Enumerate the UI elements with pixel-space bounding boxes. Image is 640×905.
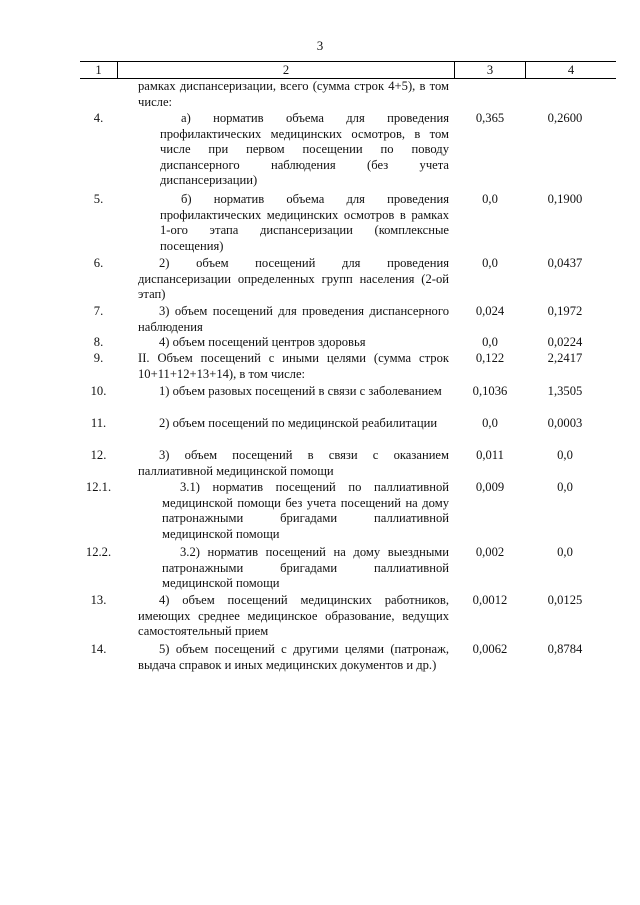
row-number: 12.1. <box>85 480 112 494</box>
row-number: 4. <box>93 111 104 125</box>
row-value-col3: 0,0 <box>482 256 498 270</box>
row-value-col3: 0,0 <box>482 416 498 430</box>
row-value-col3: 0,365 <box>475 111 505 125</box>
row-value-col3: 0,002 <box>475 545 505 559</box>
row-value-col3: 0,122 <box>475 351 505 365</box>
row-value-col4: 0,0003 <box>547 416 583 430</box>
row-value-col3: 0,0062 <box>472 642 508 656</box>
row-description: рамках диспансеризации, всего (сумма строк 4+5), в том числе: <box>138 79 449 109</box>
row-number: 12.2. <box>85 545 112 559</box>
row-description: 2) объем посещений для проведения диспансеризации определенных групп населения (2-ой этап) <box>138 256 449 302</box>
row-value-col4: 0,1900 <box>547 192 583 206</box>
row-value-col3: 0,011 <box>476 448 504 462</box>
row-description: б) норматив объема для проведения профилактических медицинских осмотров в рамках 1-ого этапа диспансеризации (комплексные посещения) <box>160 192 449 253</box>
row-value-col3: 0,1036 <box>472 384 508 398</box>
row-value-col4: 0,0 <box>557 545 573 559</box>
row-value-col4: 0,1972 <box>547 304 583 318</box>
row-description: 3) объем посещений для проведения диспансерного наблюдения <box>138 304 449 334</box>
row-description: II. Объем посещений с иными целями (сумма строк 10+11+12+13+14), в том числе: <box>138 351 449 381</box>
row-value-col4: 0,0 <box>557 480 573 494</box>
row-value-col3: 0,0012 <box>472 593 508 607</box>
row-value-col4: 0,2600 <box>547 111 583 125</box>
row-number: 6. <box>93 256 104 270</box>
row-value-col4: 0,0 <box>557 448 573 462</box>
header-col-1: 1 <box>95 63 102 77</box>
row-number: 7. <box>93 304 104 318</box>
row-description: 4) объем посещений медицинских работников, имеющих среднее медицинское образование, ведущих самостоятельный прием <box>138 593 449 639</box>
row-value-col3: 0,0 <box>482 192 498 206</box>
row-number: 13. <box>90 593 107 607</box>
row-value-col4: 0,0125 <box>547 593 583 607</box>
row-number: 9. <box>93 351 104 365</box>
row-number: 11. <box>90 416 107 430</box>
header-col-3: 3 <box>486 63 494 77</box>
header-col-4: 4 <box>567 63 575 77</box>
row-description: а) норматив объема для проведения профилактических медицинских осмотров, в том числе при первом посещении по поводу диспансерного наблюдения (без учета диспансеризации) <box>160 111 449 188</box>
page-number: 3 <box>316 38 324 53</box>
row-description: 3.1) норматив посещений по паллиативной медицинской помощи без учета посещений на дому патронажными бригадами паллиативной медицинской помощи <box>162 480 449 541</box>
row-number: 14. <box>90 642 107 656</box>
row-value-col3: 0,024 <box>475 304 505 318</box>
row-value-col4: 0,0437 <box>547 256 583 270</box>
header-col-2: 2 <box>282 63 290 77</box>
row-value-col3: 0,009 <box>475 480 505 494</box>
row-value-col4: 0,8784 <box>547 642 583 656</box>
row-value-col4: 2,2417 <box>547 351 583 365</box>
row-value-col4: 0,0224 <box>547 335 583 349</box>
row-description: 1) объем разовых посещений в связи с заболеванием <box>159 384 442 398</box>
row-description: 3.2) норматив посещений на дому выездными патронажными бригадами паллиативной медицинской помощи <box>162 545 449 591</box>
row-value-col3: 0,0 <box>482 335 498 349</box>
row-number: 5. <box>93 192 104 206</box>
row-value-col4: 1,3505 <box>547 384 583 398</box>
row-description: 4) объем посещений центров здоровья <box>159 335 366 349</box>
row-number: 8. <box>93 335 104 349</box>
row-number: 10. <box>90 384 107 398</box>
row-description: 5) объем посещений с другими целями (патронаж, выдача справок и иных медицинских документов и др.) <box>138 642 449 672</box>
row-description: 3) объем посещений в связи с оказанием паллиативной медицинской помощи <box>138 448 449 478</box>
row-description: 2) объем посещений по медицинской реабилитации <box>159 416 438 430</box>
table-header <box>80 61 616 79</box>
row-number: 12. <box>90 448 107 462</box>
